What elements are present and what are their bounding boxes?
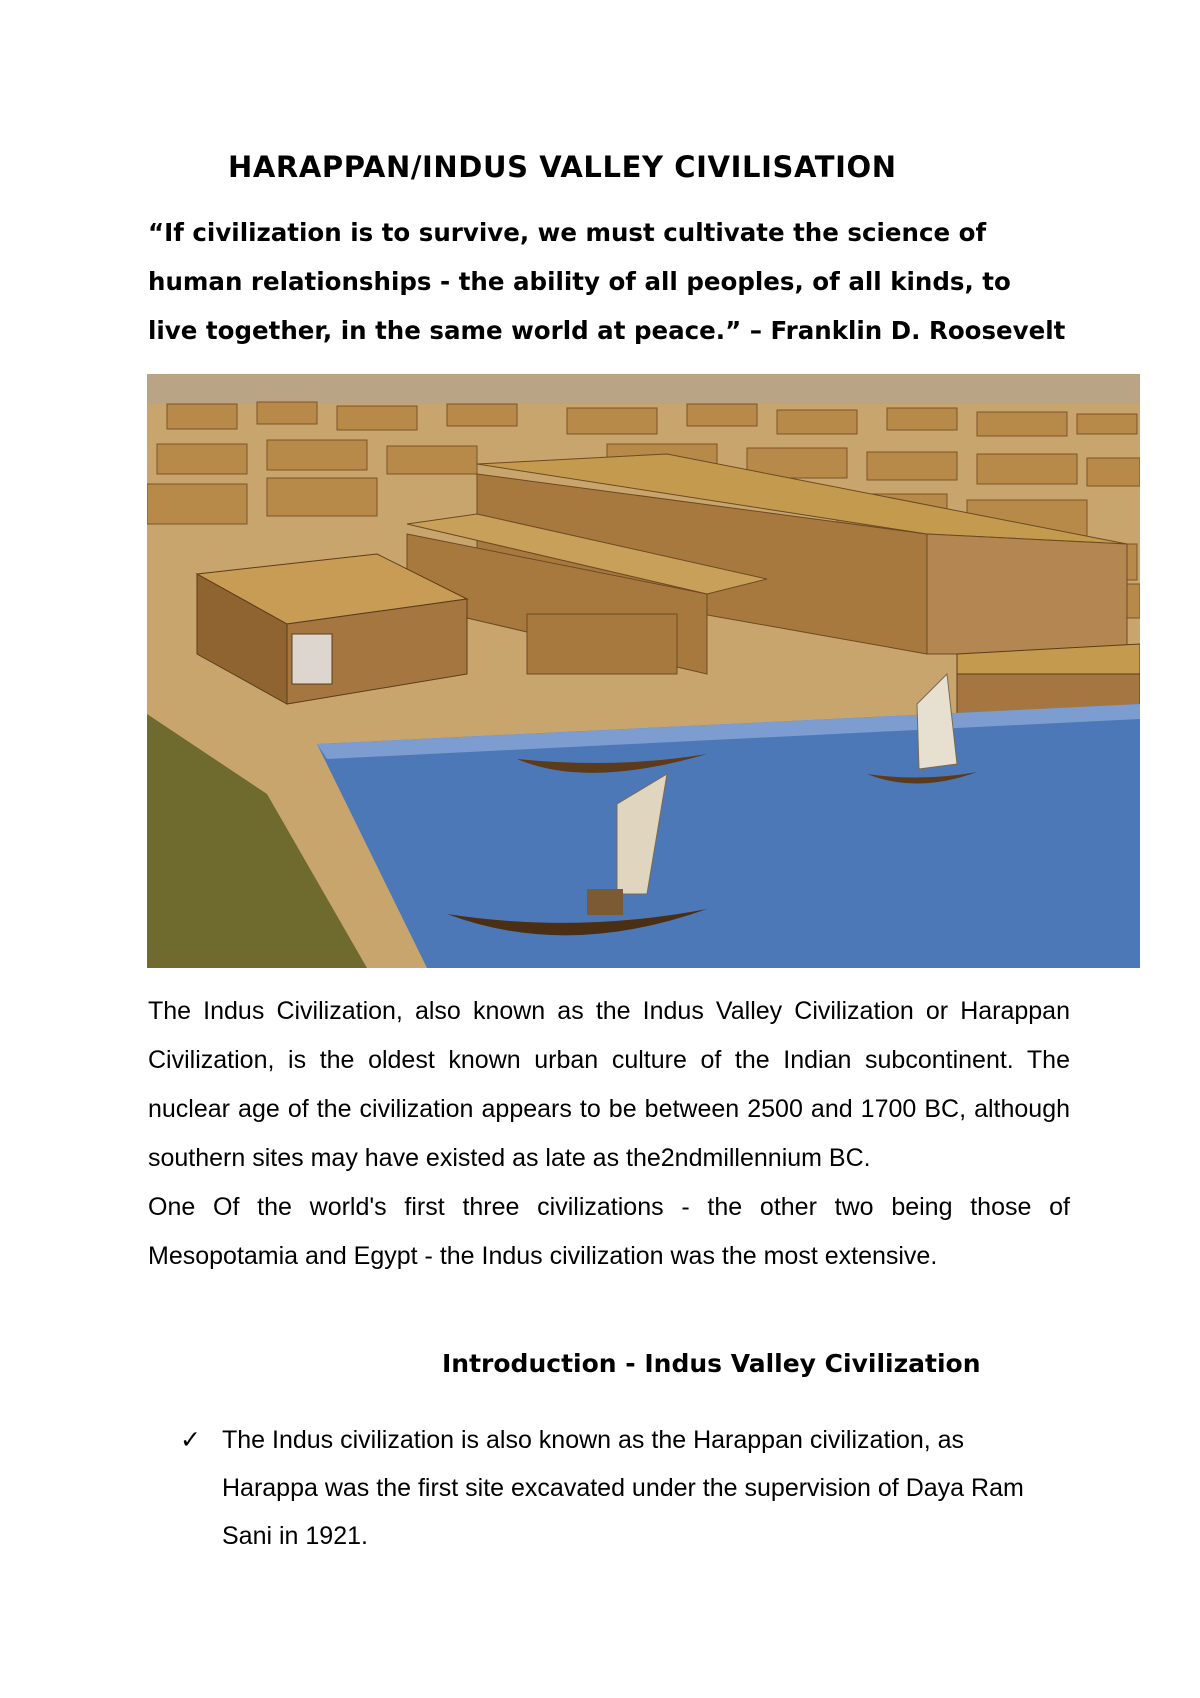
riverside-building xyxy=(957,644,1140,714)
horizon xyxy=(147,374,1140,404)
city-illustration xyxy=(147,374,1140,968)
paragraph: The Indus Civilization, also known as the Indus Valley Civilization or Harappan Civilization, is the oldest known urban culture of the Indian subcontinent. The nuclear age of the civilization appears to be between 2500 and 1700 BC, although southern sites may have existed as late as the2ndmillennium BC. xyxy=(148,997,1070,1172)
bullet-list xyxy=(180,1416,1030,1560)
checkmark-icon: ✓ xyxy=(180,1426,201,1454)
quote: “If civilization is to survive, we must cultivate the science of human relationships - the ability of all peoples, of all kinds, to live together, in the same world at peace.” – Franklin D. Roosevelt xyxy=(148,218,1066,345)
page-title: HARAPPAN/INDUS VALLEY CIVILISATION xyxy=(228,150,897,184)
city-illustration-icon xyxy=(147,374,1140,968)
section-heading: Introduction - Indus Valley Civilization xyxy=(442,1349,981,1378)
paragraph: One Of the world's first three civilizations - the other two being those of Mesopotamia and Egypt - the Indus civilization was the most extensive. xyxy=(148,1193,1070,1270)
list-item-text: The Indus civilization is also known as the Harappan civilization, as Harappa was the first site excavated under the supervision of Daya Ram Sani in 1921. xyxy=(222,1426,1024,1550)
list-item xyxy=(180,1416,1030,1560)
body-text xyxy=(148,987,1070,1281)
